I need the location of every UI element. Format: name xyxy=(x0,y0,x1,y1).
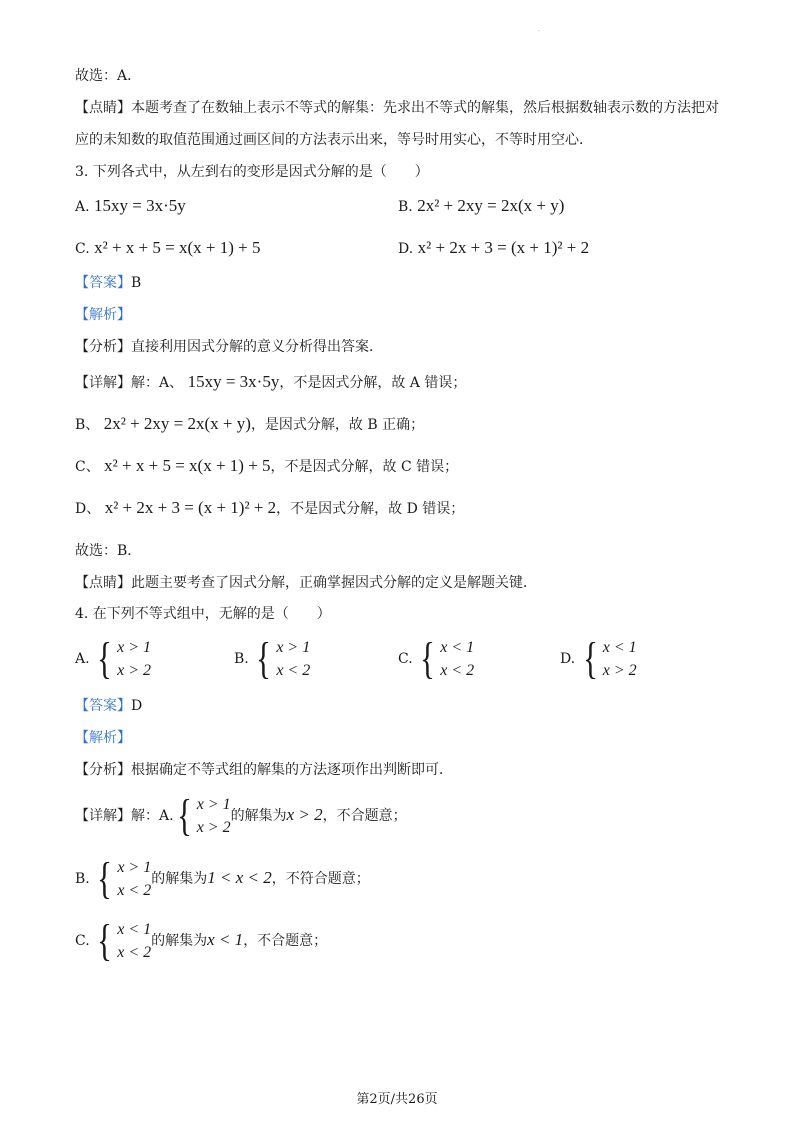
q4-detail-c-row1: x < 1 xyxy=(117,921,152,938)
q4-detail-b-prefix: B. xyxy=(75,871,90,887)
q3-detail-a xyxy=(75,372,466,393)
q3-option-b-label: B. xyxy=(398,199,413,215)
q3-option-d-label: D. xyxy=(398,241,414,257)
q3-detail-d xyxy=(75,498,464,519)
q3-dianjing-tag: 【点睛】 xyxy=(75,575,131,591)
q3-detail-a-suffix: ，不是因式分解，故 A 错误； xyxy=(279,375,467,391)
q4-detail-a-suffix: ，不合题意； xyxy=(322,808,407,824)
dianjing-line-2: 应的未知数的取值范围通过画区间的方法表示出来，等号时用实心，不等时用空心． xyxy=(75,132,593,148)
brace-icon: { xyxy=(420,634,436,683)
q4-option-c-system xyxy=(417,636,474,682)
q4-detail-c-solution: x < 1 xyxy=(207,930,244,949)
q4-fenxi xyxy=(75,760,453,780)
q3-answer-value: B xyxy=(131,275,142,291)
q3-option-c-label: C. xyxy=(75,241,90,257)
q3-answer xyxy=(75,273,141,293)
q4-detail-c-prefix: C. xyxy=(75,933,90,949)
brace-icon: { xyxy=(256,634,272,683)
q4-detail-b-mid: 的解集为 xyxy=(151,871,208,887)
q3-option-b xyxy=(398,195,564,218)
q4-detail-a-system xyxy=(174,793,231,839)
q4-answer xyxy=(75,696,142,716)
brace-icon: { xyxy=(97,916,113,965)
q4-option-b-row1: x > 1 xyxy=(276,639,311,656)
q4-detail-b-solution: 1 < x < 2 xyxy=(207,868,272,887)
q4-analysis-tag: 【解析】 xyxy=(75,730,131,746)
q3-detail-b-suffix: ，是因式分解，故 B 正确； xyxy=(250,417,425,433)
q4-detail-c-mid: 的解集为 xyxy=(151,933,208,949)
q4-option-b-system xyxy=(253,636,310,682)
q3-detail-b-expr: 2x² + 2xy = 2x(x + y) xyxy=(103,414,251,433)
q4-option-d-label: D. xyxy=(560,651,576,667)
q3-option-d xyxy=(398,237,589,260)
q4-detail-b xyxy=(75,856,370,902)
q3-detail-d-prefix: D、 xyxy=(75,501,101,517)
q4-option-c-label: C. xyxy=(398,651,413,667)
q3-option-d-expr: x² + 2x + 3 = (x + 1)² + 2 xyxy=(417,238,590,257)
q3-option-c xyxy=(75,237,260,260)
q3-option-c-expr: x² + x + 5 = x(x + 1) + 5 xyxy=(94,238,261,257)
q4-detail-c-suffix: ，不合题意； xyxy=(243,933,328,949)
q3-fenxi xyxy=(75,337,383,357)
q4-detail-c-row2: x < 2 xyxy=(117,944,152,961)
page-footer: 第2页/共26页 xyxy=(356,1092,438,1107)
q4-detail-c-system xyxy=(94,918,151,964)
q4-fenxi-tag: 【分析】 xyxy=(75,762,131,778)
q3-option-a xyxy=(75,195,186,218)
q4-fenxi-text: 根据确定不等式组的解集的方法逐项作出判断即可． xyxy=(131,762,453,778)
brace-icon: { xyxy=(97,854,113,903)
q3-option-b-expr: 2x² + 2xy = 2x(x + y) xyxy=(417,196,565,215)
choose-a-line: 故选：A． xyxy=(75,68,142,84)
brace-icon: { xyxy=(582,634,598,683)
q4-option-c xyxy=(398,636,474,682)
q3-detail-tag: 【详解】 xyxy=(75,375,131,391)
q4-detail-b-suffix: ，不符合题意； xyxy=(271,871,370,887)
q4-detail-c xyxy=(75,918,327,964)
q4-option-a xyxy=(75,636,151,682)
q4-detail-a-prefix: 解：A. xyxy=(131,808,174,824)
q4-option-d-system xyxy=(580,636,637,682)
q3-fenxi-tag: 【分析】 xyxy=(75,339,131,355)
q4-option-a-label: A. xyxy=(75,651,90,667)
brace-icon: { xyxy=(97,634,112,683)
q3-dianjing xyxy=(75,573,537,593)
q3-detail-b xyxy=(75,414,424,435)
q3-choose: 故选：B． xyxy=(75,543,142,559)
q4-option-a-system xyxy=(94,636,151,682)
q4-option-b-label: B. xyxy=(234,651,249,667)
q3-option-a-expr: 15xy = 3x·5y xyxy=(94,196,186,215)
q3-detail-a-expr: 15xy = 3x·5y xyxy=(187,372,280,391)
q3-detail-c xyxy=(75,456,458,477)
q4-detail-a xyxy=(75,793,407,839)
q4-answer-value: D xyxy=(131,698,143,714)
q4-option-c-row1: x < 1 xyxy=(440,639,475,656)
q3-analysis-tag: 【解析】 xyxy=(75,307,131,323)
q4-option-b-row2: x < 2 xyxy=(276,662,311,679)
q3-detail-a-prefix: 解：A、 xyxy=(131,375,184,391)
q4-detail-tag: 【详解】 xyxy=(75,808,131,824)
q3-dianjing-text: 此题主要考查了因式分解，正确掌握因式分解的定义是解题关键． xyxy=(131,575,537,591)
q4-detail-b-row2: x < 2 xyxy=(117,882,152,899)
dianjing-line-1: 【点睛】本题考查了在数轴上表示不等式的解集：先求出不等式的解集，然后根据数轴表示数的方法把对 xyxy=(75,100,719,116)
question-4-stem: 4. 在下列不等式组中，无解的是（ ） xyxy=(75,606,331,622)
q3-detail-d-suffix: ，不是因式分解，故 D 错误； xyxy=(276,501,465,517)
q3-detail-c-suffix: ，不是因式分解，故 C 错误； xyxy=(270,459,459,475)
question-3-stem: 3. 下列各式中，从左到右的变形是因式分解的是（ ） xyxy=(75,164,429,180)
q4-detail-a-mid: 的解集为 xyxy=(230,808,287,824)
q4-detail-b-system xyxy=(94,856,151,902)
q4-option-d xyxy=(560,636,637,682)
q3-fenxi-text: 直接利用因式分解的意义分析得出答案． xyxy=(131,339,383,355)
q4-option-c-row2: x < 2 xyxy=(440,662,475,679)
brace-icon: { xyxy=(176,791,192,840)
q3-detail-d-expr: x² + 2x + 3 = (x + 1)² + 2 xyxy=(104,498,277,517)
q4-answer-tag: 【答案】 xyxy=(75,698,131,714)
q4-option-d-row1: x < 1 xyxy=(602,639,637,656)
q4-detail-a-solution: x > 2 xyxy=(286,805,323,824)
q3-option-a-label: A. xyxy=(75,199,90,215)
q3-detail-c-expr: x² + x + 5 = x(x + 1) + 5 xyxy=(104,456,271,475)
q4-option-a-row2: x > 2 xyxy=(117,662,152,679)
q4-option-d-row2: x > 2 xyxy=(602,662,637,679)
q4-detail-a-row1: x > 1 xyxy=(196,796,231,813)
q4-option-a-row1: x > 1 xyxy=(117,639,152,656)
q4-option-b xyxy=(234,636,310,682)
q3-answer-tag: 【答案】 xyxy=(75,275,131,291)
q4-detail-a-row2: x > 2 xyxy=(196,819,231,836)
q4-detail-b-row1: x > 1 xyxy=(117,859,152,876)
top-dot: · xyxy=(538,28,540,35)
q3-detail-b-prefix: B、 xyxy=(75,417,100,433)
q3-detail-c-prefix: C、 xyxy=(75,459,100,475)
